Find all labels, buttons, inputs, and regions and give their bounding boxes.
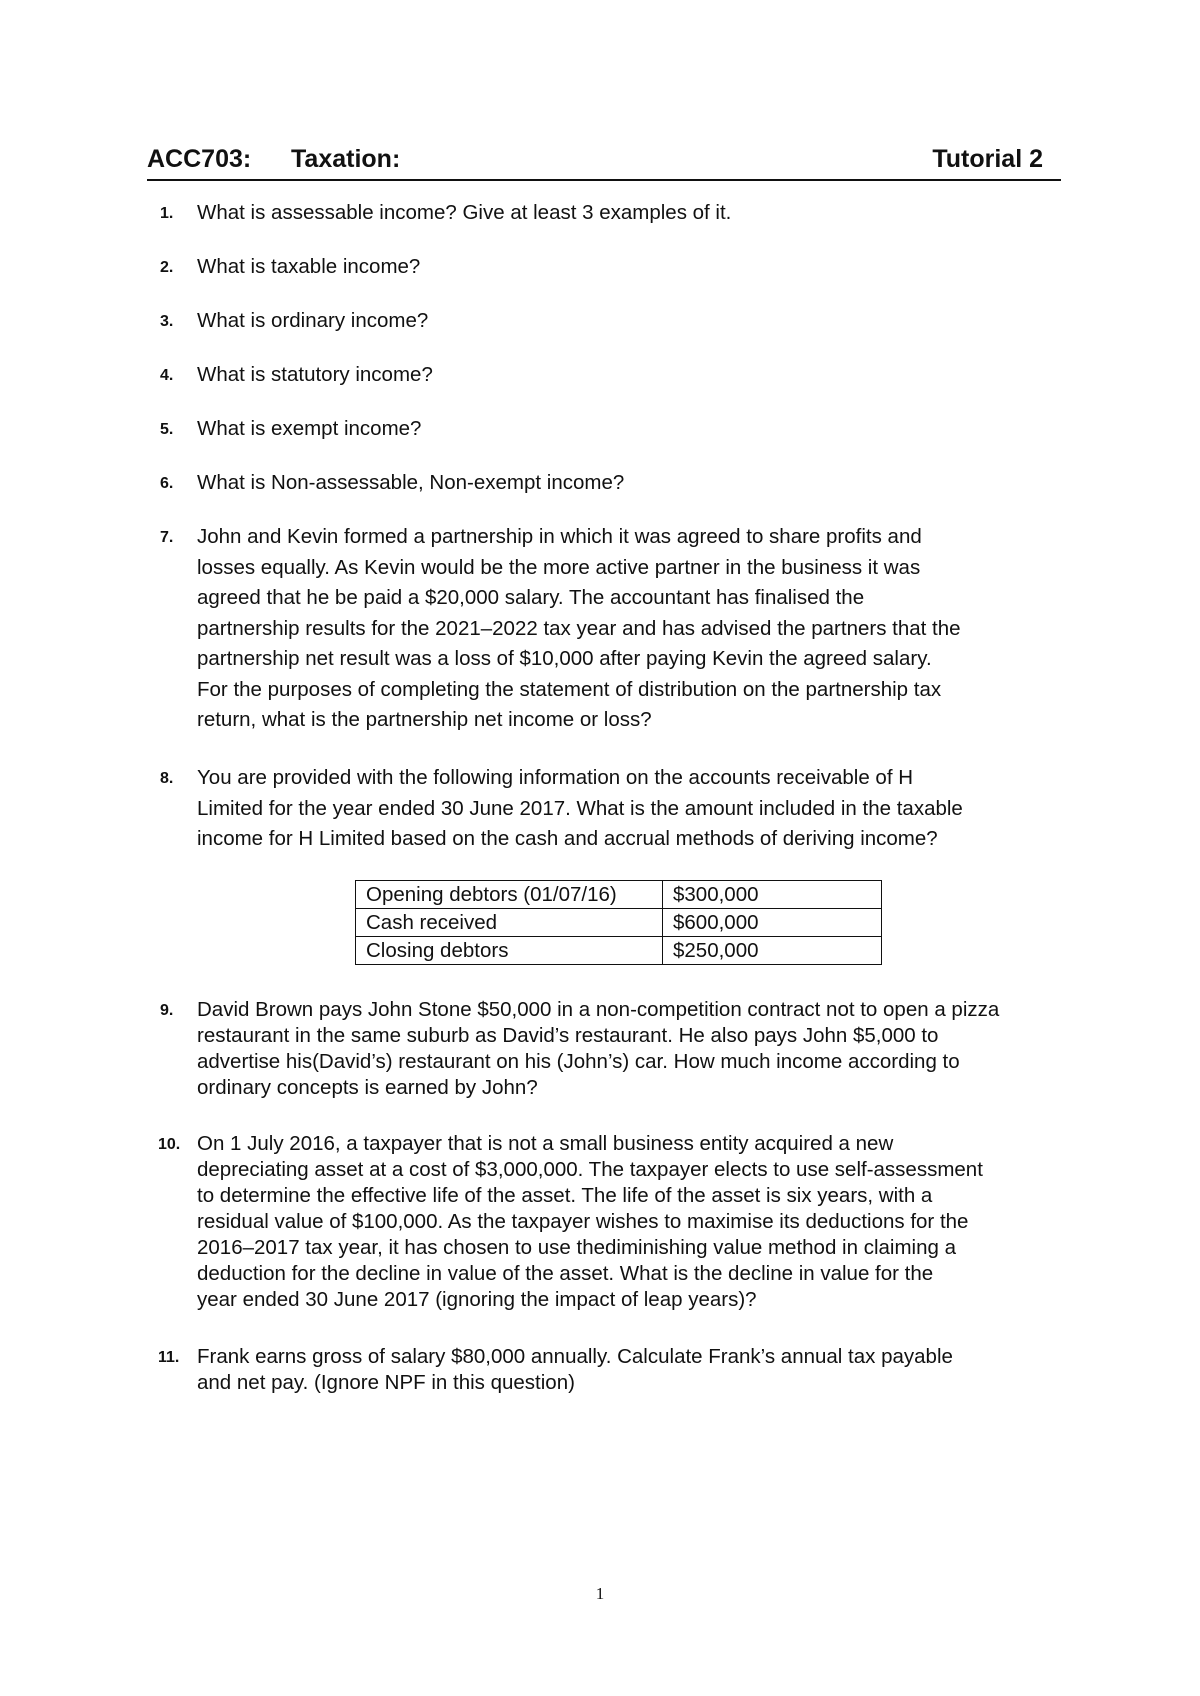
question-text xyxy=(197,1344,1057,1396)
question-line: year ended 30 June 2017 (ignoring the impact of leap years)? xyxy=(197,1288,757,1311)
question-number: 11. xyxy=(158,1349,180,1366)
question-number: 3. xyxy=(160,313,174,330)
table-row xyxy=(356,909,882,937)
question-text xyxy=(197,360,1057,391)
question-number: 8. xyxy=(160,770,174,787)
table-row xyxy=(356,937,882,965)
debtors-table xyxy=(355,880,882,965)
question-line: For the purposes of completing the statement of distribution on the partnership tax xyxy=(197,677,942,701)
question-number: 1. xyxy=(160,205,174,222)
question-line: depreciating asset at a cost of $3,000,000. The taxpayer elects to use self-assessment xyxy=(197,1158,983,1181)
table-cell-value: $250,000 xyxy=(663,937,882,965)
question-number: 9. xyxy=(160,1002,174,1019)
question-line: You are provided with the following information on the accounts receivable of H xyxy=(197,766,914,789)
question-line: residual value of $100,000. As the taxpayer wishes to maximise its deductions for the xyxy=(197,1210,969,1233)
question-text xyxy=(197,1131,1057,1313)
table-row xyxy=(356,881,882,909)
question-line: and net pay. (Ignore NPF in this question) xyxy=(197,1371,575,1394)
document-header xyxy=(147,145,1061,181)
table-cell-value: $600,000 xyxy=(663,909,882,937)
question-text xyxy=(197,306,1057,337)
table-cell-value: $300,000 xyxy=(663,881,882,909)
question-line: John and Kevin formed a partnership in which it was agreed to share profits and xyxy=(197,525,922,548)
question-line: restaurant in the same suburb as David’s restaurant. He also pays John $5,000 to xyxy=(197,1024,939,1047)
question-text xyxy=(197,997,1057,1101)
question-text xyxy=(197,468,1057,499)
question-line: What is ordinary income? xyxy=(197,309,429,332)
question-number: 5. xyxy=(160,421,174,438)
question-text xyxy=(197,763,1057,855)
question-line: 2016–2017 tax year, it has chosen to use thediminishing value method in claiming a xyxy=(197,1236,956,1259)
question-number: 4. xyxy=(160,367,174,384)
question-line: What is assessable income? Give at least 3 examples of it. xyxy=(197,201,732,224)
question-line: What is taxable income? xyxy=(197,255,421,278)
question-line: deduction for the decline in value of the asset. What is the decline in value for the xyxy=(197,1262,934,1285)
question-line: to determine the effective life of the asset. The life of the asset is six years, with a xyxy=(197,1184,933,1207)
question-number: 6. xyxy=(160,475,174,492)
question-line: What is exempt income? xyxy=(197,417,422,440)
tutorial-label: Tutorial 2 xyxy=(932,145,1043,173)
question-number: 7. xyxy=(160,529,174,546)
question-line: What is statutory income? xyxy=(197,363,433,386)
page-number: 1 xyxy=(595,1584,605,1603)
question-line: advertise his(David’s) restaurant on his (John’s) car. How much income according to xyxy=(197,1050,960,1073)
question-text xyxy=(197,198,1057,229)
subject-title: Taxation: xyxy=(291,145,401,173)
question-line: partnership results for the 2021–2022 tax year and has advised the partners that the xyxy=(197,616,961,640)
question-number: 10. xyxy=(158,1136,181,1153)
question-line: partnership net result was a loss of $10,000 after paying Kevin the agreed salary. xyxy=(197,647,932,670)
question-line: return, what is the partnership net income or loss? xyxy=(197,708,652,731)
question-text xyxy=(197,414,1057,445)
question-text xyxy=(197,252,1057,283)
question-line: income for H Limited based on the cash and accrual methods of deriving income? xyxy=(197,827,938,850)
question-number: 2. xyxy=(160,259,174,276)
question-text xyxy=(197,522,1057,736)
table-cell-label: Cash received xyxy=(356,909,663,937)
question-line: losses equally. As Kevin would be the more active partner in the business it was xyxy=(197,555,921,579)
question-line: On 1 July 2016, a taxpayer that is not a small business entity acquired a new xyxy=(197,1132,894,1155)
question-line: Frank earns gross of salary $80,000 annually. Calculate Frank’s annual tax payable xyxy=(197,1345,953,1368)
table-cell-label: Closing debtors xyxy=(356,937,663,965)
question-line: What is Non-assessable, Non-exempt income? xyxy=(197,471,625,494)
question-line: Limited for the year ended 30 June 2017. What is the amount included in the taxable xyxy=(197,796,963,820)
table-cell-label: Opening debtors (01/07/16) xyxy=(356,881,663,909)
course-code: ACC703: xyxy=(147,145,252,173)
question-line: ordinary concepts is earned by John? xyxy=(197,1076,538,1099)
question-line: agreed that he be paid a $20,000 salary. The accountant has finalised the xyxy=(197,586,865,609)
question-line: David Brown pays John Stone $50,000 in a non-competition contract not to open a pizza xyxy=(197,998,1000,1021)
